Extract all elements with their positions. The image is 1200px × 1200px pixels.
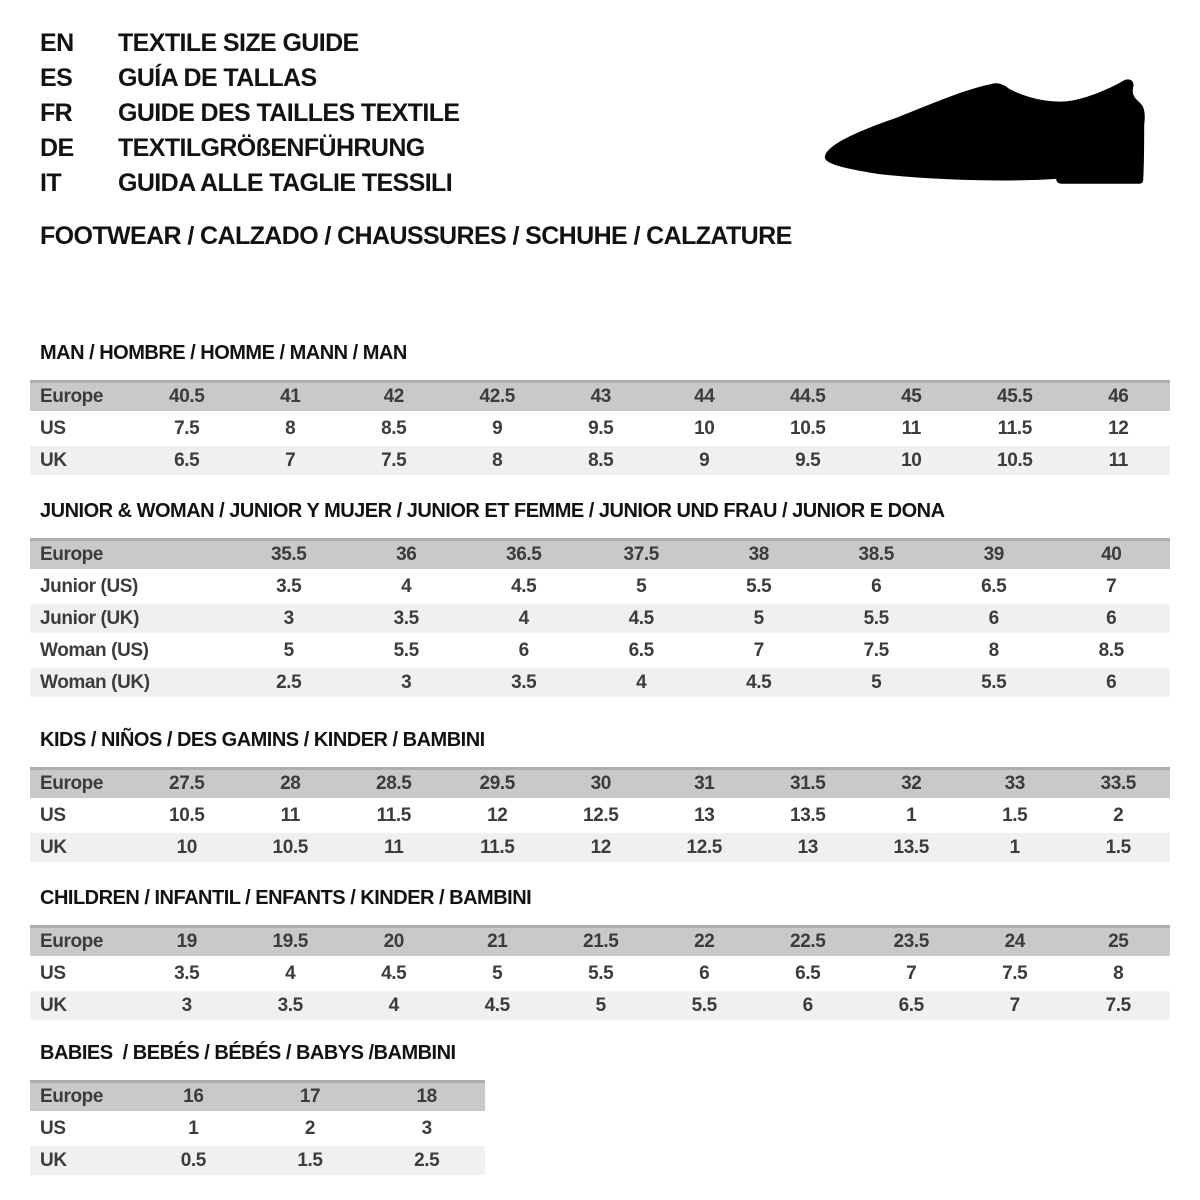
table-row xyxy=(30,604,1170,633)
size-value: 32 xyxy=(901,773,922,794)
size-value: 6 xyxy=(802,995,813,1016)
size-value: 11 xyxy=(1108,450,1128,471)
size-value: 38 xyxy=(748,544,769,565)
section-babies xyxy=(30,1042,485,1178)
size-table xyxy=(30,538,1170,700)
size-value: 10.5 xyxy=(790,418,826,439)
size-value: 3.5 xyxy=(277,995,303,1016)
size-value: 13.5 xyxy=(893,837,929,858)
size-value: 41 xyxy=(280,386,301,407)
size-value: 35.5 xyxy=(271,544,307,565)
size-value: 3 xyxy=(421,1118,432,1139)
size-value: 4.5 xyxy=(628,608,654,629)
size-value: 7 xyxy=(1106,576,1117,597)
size-value: 22.5 xyxy=(790,931,826,952)
size-value: 1 xyxy=(1009,837,1020,858)
size-value: 3.5 xyxy=(276,576,302,597)
size-value: 42 xyxy=(383,386,404,407)
size-value: 5 xyxy=(871,672,882,693)
size-value: 17 xyxy=(299,1086,321,1107)
table-row xyxy=(30,636,1170,665)
language-row xyxy=(40,26,460,61)
size-value: 13.5 xyxy=(790,805,826,826)
size-value: 12 xyxy=(487,805,508,826)
table-header-row xyxy=(30,767,1170,798)
table-header-row xyxy=(30,925,1170,956)
size-table xyxy=(30,925,1170,1023)
size-value: 4 xyxy=(636,672,647,693)
size-value: 11.5 xyxy=(376,805,411,826)
size-value: 8 xyxy=(492,450,503,471)
section-title: MAN / HOMBRE / HOMME / MANN / MAN xyxy=(40,342,407,364)
table-row xyxy=(30,446,1170,475)
size-value: 1.5 xyxy=(1105,837,1131,858)
size-value: 6 xyxy=(988,608,999,629)
size-value: 6.5 xyxy=(795,963,821,984)
table-row xyxy=(30,414,1170,443)
row-label: UK xyxy=(40,837,67,858)
size-value: 8 xyxy=(1113,963,1124,984)
size-value: 27.5 xyxy=(169,773,205,794)
size-value: 30 xyxy=(590,773,611,794)
section-title: CHILDREN / INFANTIL / ENFANTS / KINDER / BAMBINI xyxy=(40,887,532,909)
size-value: 22 xyxy=(694,931,715,952)
row-label: UK xyxy=(40,995,67,1016)
table-row xyxy=(30,668,1170,697)
row-label: UK xyxy=(40,1150,67,1171)
size-value: 8 xyxy=(988,640,999,661)
size-value: 33.5 xyxy=(1100,773,1136,794)
size-value: 8.5 xyxy=(588,450,614,471)
language-label: GUÍA DE TALLAS xyxy=(118,64,317,92)
size-value: 43 xyxy=(590,386,611,407)
table-row xyxy=(30,991,1170,1020)
size-value: 11 xyxy=(280,805,300,826)
size-value: 39 xyxy=(983,544,1004,565)
size-value: 40.5 xyxy=(169,386,205,407)
table-row xyxy=(30,1146,485,1175)
row-label: Junior (US) xyxy=(40,576,138,597)
table-header-row xyxy=(30,538,1170,569)
size-table xyxy=(30,767,1170,865)
size-value: 8 xyxy=(285,418,296,439)
size-value: 5.5 xyxy=(981,672,1007,693)
size-value: 12.5 xyxy=(583,805,619,826)
language-list xyxy=(40,26,460,201)
header-label: Europe xyxy=(40,773,104,794)
size-value: 23.5 xyxy=(893,931,929,952)
table-row xyxy=(30,1114,485,1143)
size-value: 6.5 xyxy=(174,450,200,471)
language-label: GUIDA ALLE TAGLIE TESSILI xyxy=(118,169,453,197)
language-row xyxy=(40,96,460,131)
size-value: 10 xyxy=(694,418,715,439)
language-row xyxy=(40,61,460,96)
size-value: 5 xyxy=(636,576,647,597)
size-value: 6 xyxy=(1106,672,1117,693)
header-label: Europe xyxy=(40,1086,104,1107)
size-value: 4 xyxy=(401,576,412,597)
row-label: Woman (US) xyxy=(40,640,149,661)
row-label: US xyxy=(40,418,66,439)
size-value: 18 xyxy=(416,1086,437,1107)
size-value: 9 xyxy=(699,450,710,471)
section-junior-woman xyxy=(30,500,1170,700)
size-value: 8.5 xyxy=(1098,640,1124,661)
row-label: US xyxy=(40,963,66,984)
size-value: 12 xyxy=(1108,418,1129,439)
section-man xyxy=(30,342,1170,478)
size-value: 11 xyxy=(384,837,404,858)
size-value: 3 xyxy=(401,672,412,693)
size-value: 12 xyxy=(590,837,611,858)
header-label: Europe xyxy=(40,544,104,565)
language-code: DE xyxy=(40,134,74,162)
size-value: 7.5 xyxy=(1105,995,1131,1016)
size-value: 44.5 xyxy=(790,386,826,407)
row-label: Junior (UK) xyxy=(40,608,140,629)
size-value: 37.5 xyxy=(623,544,659,565)
size-value: 6 xyxy=(518,640,529,661)
table-row xyxy=(30,833,1170,862)
size-value: 1 xyxy=(906,805,917,826)
size-value: 13 xyxy=(797,837,818,858)
size-value: 10.5 xyxy=(997,450,1033,471)
size-value: 10 xyxy=(901,450,922,471)
size-value: 7 xyxy=(906,963,917,984)
row-label: Woman (UK) xyxy=(40,672,150,693)
language-code: ES xyxy=(40,64,73,92)
size-value: 3 xyxy=(283,608,294,629)
size-value: 16 xyxy=(183,1086,204,1107)
size-value: 7 xyxy=(753,640,764,661)
size-value: 5 xyxy=(753,608,764,629)
section-kids xyxy=(30,729,1170,865)
table-header-row xyxy=(30,380,1170,411)
size-value: 45 xyxy=(901,386,922,407)
size-value: 21 xyxy=(487,931,508,952)
size-value: 8.5 xyxy=(381,418,407,439)
row-label: UK xyxy=(40,450,67,471)
size-value: 5 xyxy=(595,995,606,1016)
size-value: 1.5 xyxy=(1002,805,1028,826)
language-code: EN xyxy=(40,29,74,57)
size-value: 11.5 xyxy=(480,837,515,858)
size-value: 4 xyxy=(285,963,296,984)
size-value: 2 xyxy=(1113,805,1124,826)
language-row xyxy=(40,131,460,166)
size-value: 5.5 xyxy=(863,608,889,629)
size-value: 5 xyxy=(492,963,503,984)
language-label: GUIDE DES TAILLES TEXTILE xyxy=(118,99,460,127)
size-value: 9.5 xyxy=(588,418,614,439)
size-value: 10 xyxy=(176,837,197,858)
size-value: 3 xyxy=(181,995,192,1016)
table-row xyxy=(30,959,1170,988)
size-value: 7 xyxy=(285,450,296,471)
size-value: 28.5 xyxy=(376,773,412,794)
size-value: 45.5 xyxy=(997,386,1033,407)
size-value: 11.5 xyxy=(997,418,1032,439)
section-title: BABIES / BEBÉS / BÉBÉS / BABYS /BAMBINI xyxy=(40,1042,456,1064)
size-value: 10.5 xyxy=(169,805,205,826)
row-label: US xyxy=(40,805,66,826)
size-table xyxy=(30,1080,485,1178)
size-value: 2.5 xyxy=(414,1150,440,1171)
language-row xyxy=(40,166,460,201)
size-value: 4.5 xyxy=(484,995,510,1016)
table-header-row xyxy=(30,1080,485,1111)
category-title: FOOTWEAR / CALZADO / CHAUSSURES / SCHUHE / CALZATURE xyxy=(40,222,792,250)
language-label: TEXTILGRÖßENFÜHRUNG xyxy=(118,134,425,162)
size-value: 44 xyxy=(694,386,715,407)
size-value: 6 xyxy=(871,576,882,597)
header-label: Europe xyxy=(40,386,104,407)
header-label: Europe xyxy=(40,931,104,952)
shoe-icon xyxy=(800,55,1152,205)
size-value: 9 xyxy=(492,418,503,439)
size-table xyxy=(30,380,1170,478)
size-value: 5.5 xyxy=(691,995,717,1016)
size-value: 6 xyxy=(699,963,710,984)
size-value: 1.5 xyxy=(297,1150,323,1171)
size-value: 5.5 xyxy=(746,576,772,597)
size-value: 3.5 xyxy=(174,963,200,984)
size-value: 7.5 xyxy=(174,418,200,439)
size-value: 13 xyxy=(694,805,715,826)
size-value: 31.5 xyxy=(790,773,826,794)
section-title: JUNIOR & WOMAN / JUNIOR Y MUJER / JUNIOR ET FEMME / JUNIOR UND FRAU / JUNIOR E DONA xyxy=(40,500,945,522)
size-value: 28 xyxy=(280,773,301,794)
table-row xyxy=(30,572,1170,601)
size-value: 46 xyxy=(1108,386,1129,407)
size-value: 10.5 xyxy=(272,837,308,858)
size-value: 7 xyxy=(1009,995,1020,1016)
size-value: 25 xyxy=(1108,931,1129,952)
size-value: 19 xyxy=(176,931,197,952)
size-value: 4.5 xyxy=(511,576,537,597)
section-children xyxy=(30,887,1170,1023)
language-code: IT xyxy=(40,169,62,197)
size-value: 42.5 xyxy=(479,386,515,407)
size-value: 3.5 xyxy=(511,672,537,693)
size-value: 38.5 xyxy=(858,544,894,565)
size-value: 5.5 xyxy=(393,640,419,661)
row-label: US xyxy=(40,1118,66,1139)
size-value: 29.5 xyxy=(479,773,515,794)
size-value: 1 xyxy=(188,1118,199,1139)
size-value: 20 xyxy=(383,931,404,952)
size-value: 40 xyxy=(1101,544,1122,565)
size-value: 4.5 xyxy=(746,672,772,693)
size-value: 4 xyxy=(518,608,529,629)
size-value: 4.5 xyxy=(381,963,407,984)
size-value: 6.5 xyxy=(981,576,1007,597)
size-value: 12.5 xyxy=(686,837,722,858)
size-value: 31 xyxy=(694,773,715,794)
size-value: 36 xyxy=(396,544,417,565)
size-value: 36.5 xyxy=(506,544,542,565)
size-value: 2 xyxy=(304,1118,316,1139)
size-value: 24 xyxy=(1004,931,1025,952)
language-label: TEXTILE SIZE GUIDE xyxy=(118,29,359,57)
size-value: 6.5 xyxy=(628,640,654,661)
size-value: 9.5 xyxy=(795,450,821,471)
size-value: 6.5 xyxy=(898,995,924,1016)
size-value: 33 xyxy=(1004,773,1025,794)
size-value: 19.5 xyxy=(272,931,308,952)
size-value: 4 xyxy=(388,995,399,1016)
table-row xyxy=(30,801,1170,830)
size-value: 7.5 xyxy=(863,640,889,661)
language-code: FR xyxy=(40,99,73,127)
size-value: 6 xyxy=(1106,608,1117,629)
size-value: 21.5 xyxy=(583,931,619,952)
size-value: 0.5 xyxy=(180,1150,206,1171)
size-value: 5.5 xyxy=(588,963,614,984)
size-value: 3.5 xyxy=(393,608,419,629)
size-value: 11 xyxy=(901,418,921,439)
size-value: 2.5 xyxy=(276,672,302,693)
size-value: 5 xyxy=(283,640,294,661)
size-value: 7.5 xyxy=(381,450,407,471)
section-title: KIDS / NIÑOS / DES GAMINS / KINDER / BAMBINI xyxy=(40,729,485,751)
size-value: 7.5 xyxy=(1002,963,1028,984)
